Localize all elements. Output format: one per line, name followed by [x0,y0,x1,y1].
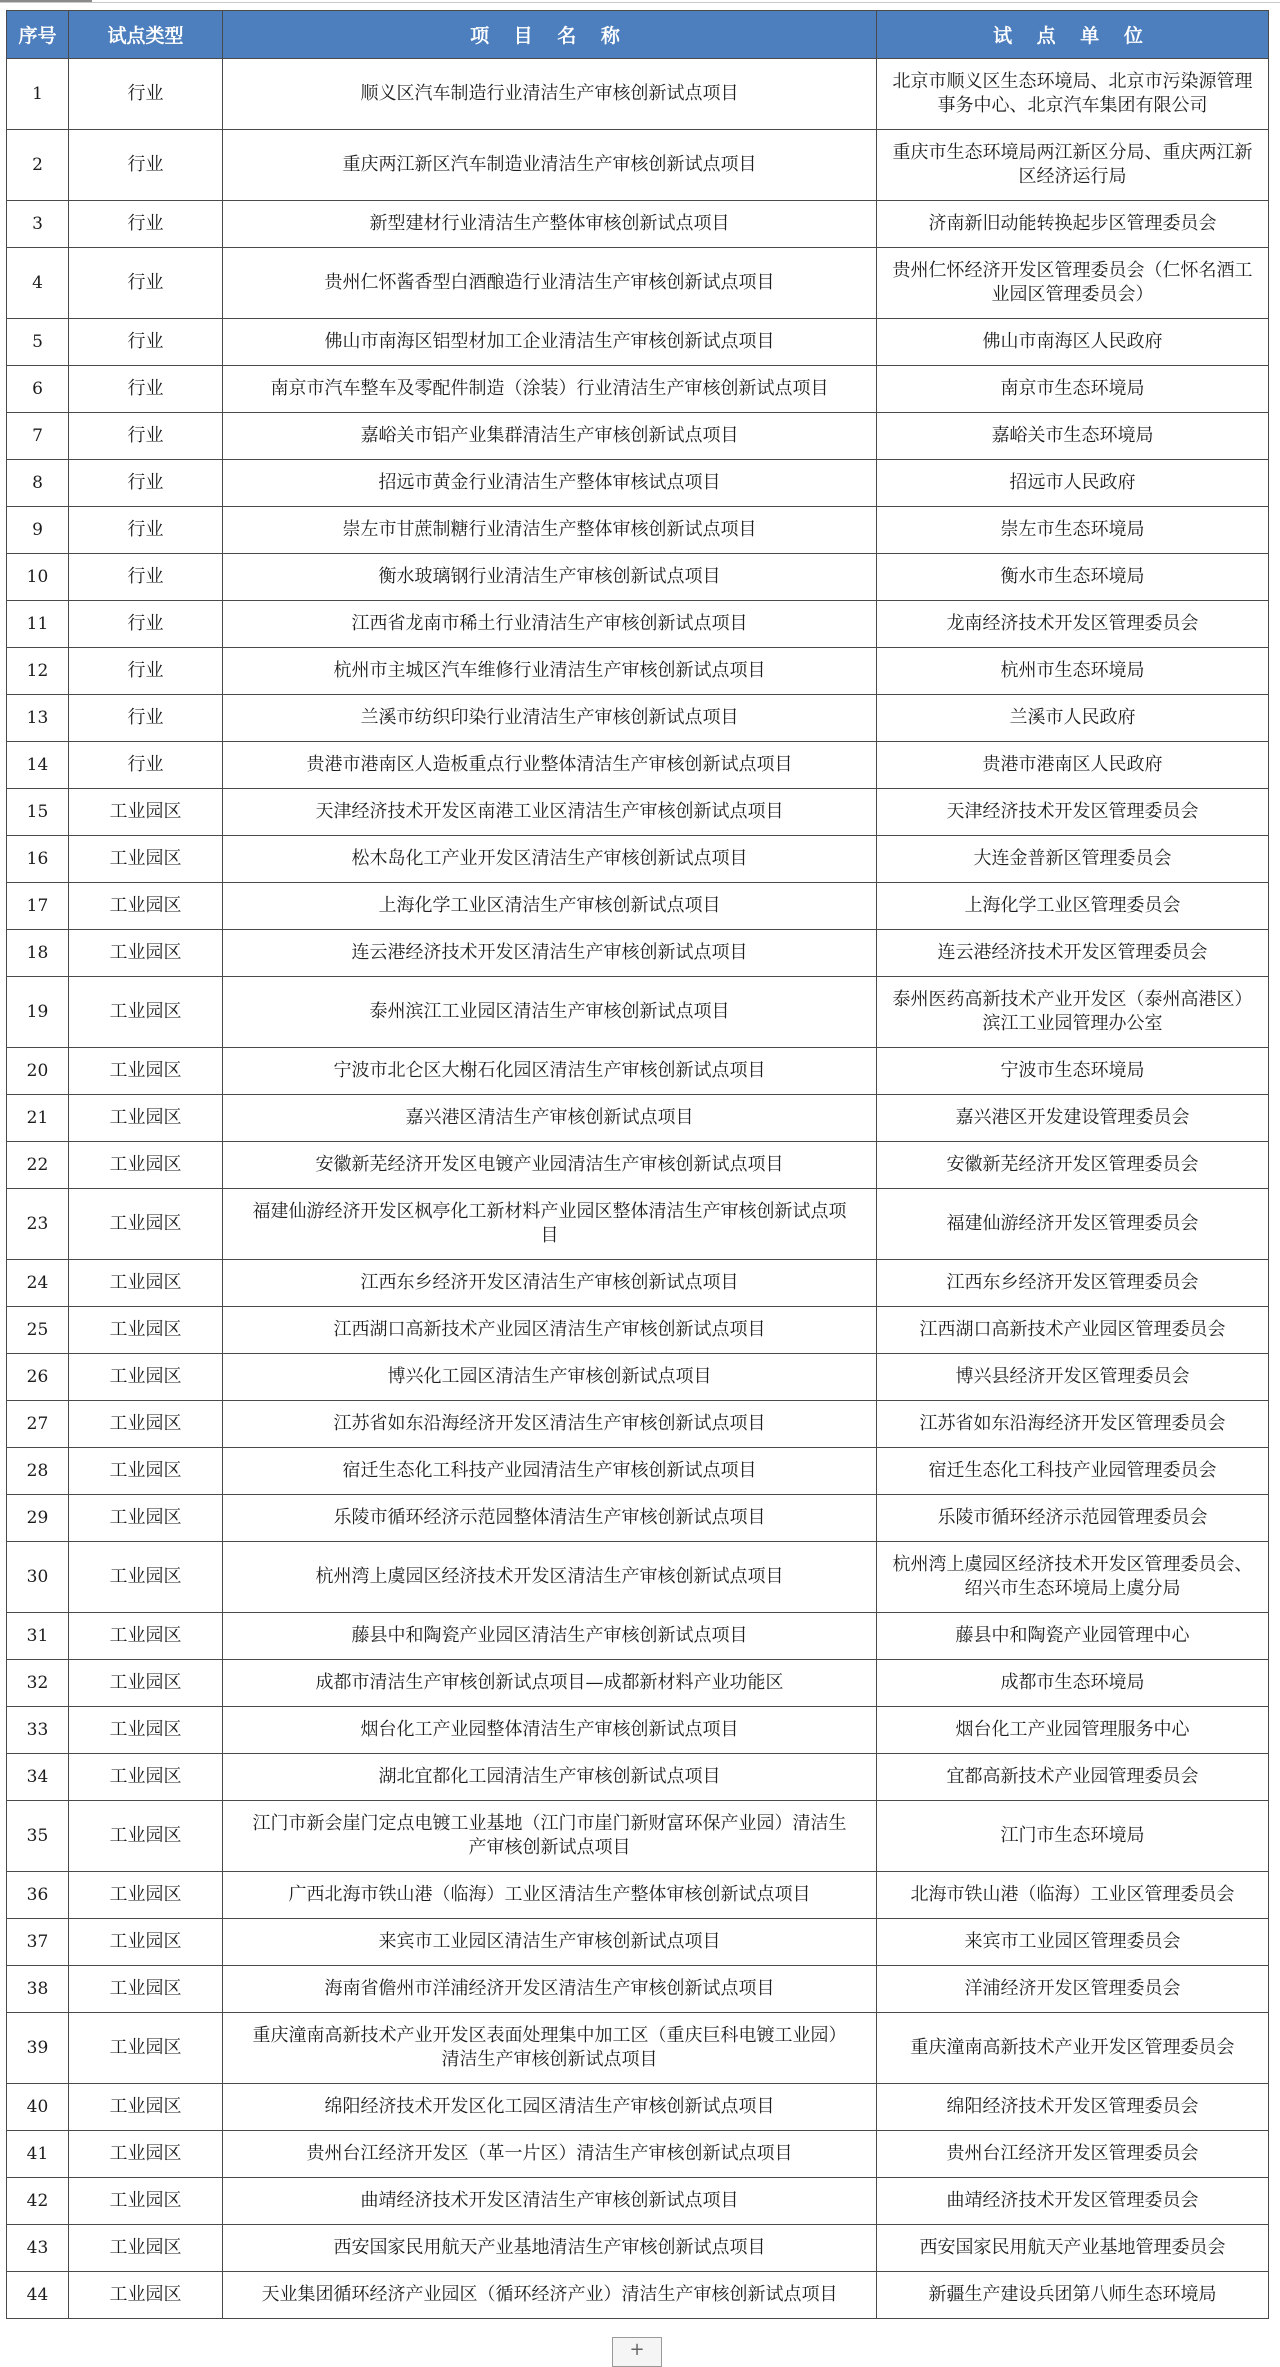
pilot-unit-cell: 宜都高新技术产业园管理委员会 [877,1754,1269,1801]
row-number-cell: 3 [7,201,69,248]
pilot-unit-cell: 北京市顺义区生态环境局、北京市污染源管理事务中心、北京汽车集团有限公司 [877,59,1269,130]
row-number-cell: 34 [7,1754,69,1801]
project-name-cell: 江苏省如东沿海经济开发区清洁生产审核创新试点项目 [223,1401,877,1448]
pilot-unit-cell: 曲靖经济技术开发区管理委员会 [877,2178,1269,2225]
pilot-unit-cell: 绵阳经济技术开发区管理委员会 [877,2084,1269,2131]
project-name-cell: 崇左市甘蔗制糖行业清洁生产整体审核创新试点项目 [223,507,877,554]
row-number-cell: 37 [7,1919,69,1966]
table-header-row [7,11,1269,59]
pilot-unit-cell: 福建仙游经济开发区管理委员会 [877,1189,1269,1260]
pilot-type-cell: 工业园区 [69,1754,223,1801]
row-number-cell: 14 [7,742,69,789]
pilot-unit-cell: 杭州市生态环境局 [877,648,1269,695]
row-number-cell: 8 [7,460,69,507]
pilot-type-cell: 工业园区 [69,789,223,836]
pilot-unit-cell: 连云港经济技术开发区管理委员会 [877,930,1269,977]
table-row [7,2225,1269,2272]
table-row [7,413,1269,460]
project-name-cell: 杭州湾上虞园区经济技术开发区清洁生产审核创新试点项目 [223,1542,877,1613]
pilot-type-cell: 工业园区 [69,1260,223,1307]
pilot-type-cell: 工业园区 [69,1613,223,1660]
row-number-cell: 23 [7,1189,69,1260]
table-row [7,460,1269,507]
pilot-type-cell: 工业园区 [69,2272,223,2319]
row-number-cell: 30 [7,1542,69,1613]
pilot-unit-cell: 重庆市生态环境局两江新区分局、重庆两江新区经济运行局 [877,130,1269,201]
project-name-cell: 嘉峪关市铝产业集群清洁生产审核创新试点项目 [223,413,877,460]
row-number-cell: 7 [7,413,69,460]
table-row [7,977,1269,1048]
table-row [7,366,1269,413]
pilot-unit-cell: 洋浦经济开发区管理委员会 [877,1966,1269,2013]
project-name-cell: 江西东乡经济开发区清洁生产审核创新试点项目 [223,1260,877,1307]
pilot-projects-table-container [6,10,1268,2319]
row-number-cell: 5 [7,319,69,366]
pilot-type-cell: 工业园区 [69,1189,223,1260]
row-number-cell: 39 [7,2013,69,2084]
row-number-cell: 17 [7,883,69,930]
table-row [7,2084,1269,2131]
project-name-cell: 嘉兴港区清洁生产审核创新试点项目 [223,1095,877,1142]
row-number-cell: 13 [7,695,69,742]
project-name-cell: 福建仙游经济开发区枫亭化工新材料产业园区整体清洁生产审核创新试点项目 [223,1189,877,1260]
table-row [7,319,1269,366]
table-row [7,930,1269,977]
row-number-cell: 40 [7,2084,69,2131]
pilot-projects-table [6,10,1269,2319]
pilot-unit-cell: 天津经济技术开发区管理委员会 [877,789,1269,836]
table-row [7,1095,1269,1142]
table-row [7,2131,1269,2178]
table-row [7,1048,1269,1095]
table-row [7,201,1269,248]
table-row [7,1872,1269,1919]
pilot-type-cell: 工业园区 [69,1448,223,1495]
project-name-cell: 成都市清洁生产审核创新试点项目—成都新材料产业功能区 [223,1660,877,1707]
column-header-number: 序号 [7,11,69,59]
table-row [7,507,1269,554]
column-header-project-name: 项 目 名 称 [223,11,877,59]
pilot-unit-cell: 新疆生产建设兵团第八师生态环境局 [877,2272,1269,2319]
pilot-unit-cell: 乐陵市循环经济示范园管理委员会 [877,1495,1269,1542]
table-row [7,2013,1269,2084]
project-name-cell: 湖北宜都化工园清洁生产审核创新试点项目 [223,1754,877,1801]
pilot-unit-cell: 宿迁生态化工科技产业园管理委员会 [877,1448,1269,1495]
pilot-type-cell: 工业园区 [69,883,223,930]
project-name-cell: 宿迁生态化工科技产业园清洁生产审核创新试点项目 [223,1448,877,1495]
pilot-unit-cell: 贵州仁怀经济开发区管理委员会（仁怀名酒工业园区管理委员会） [877,248,1269,319]
pilot-type-cell: 行业 [69,460,223,507]
project-name-cell: 江西省龙南市稀土行业清洁生产审核创新试点项目 [223,601,877,648]
table-row [7,1707,1269,1754]
row-number-cell: 1 [7,59,69,130]
row-number-cell: 29 [7,1495,69,1542]
pilot-unit-cell: 上海化学工业区管理委员会 [877,883,1269,930]
project-name-cell: 江西湖口高新技术产业园区清洁生产审核创新试点项目 [223,1307,877,1354]
pilot-unit-cell: 龙南经济技术开发区管理委员会 [877,601,1269,648]
pilot-type-cell: 工业园区 [69,2084,223,2131]
project-name-cell: 乐陵市循环经济示范园整体清洁生产审核创新试点项目 [223,1495,877,1542]
pilot-unit-cell: 江西湖口高新技术产业园区管理委员会 [877,1307,1269,1354]
pilot-type-cell: 行业 [69,507,223,554]
pilot-type-cell: 行业 [69,319,223,366]
table-row [7,1448,1269,1495]
table-row [7,1966,1269,2013]
table-row [7,1542,1269,1613]
row-number-cell: 43 [7,2225,69,2272]
row-number-cell: 12 [7,648,69,695]
pilot-type-cell: 工业园区 [69,1660,223,1707]
table-row [7,601,1269,648]
project-name-cell: 顺义区汽车制造行业清洁生产审核创新试点项目 [223,59,877,130]
table-row [7,1260,1269,1307]
pilot-type-cell: 工业园区 [69,1142,223,1189]
pilot-type-cell: 工业园区 [69,1095,223,1142]
row-number-cell: 21 [7,1095,69,1142]
pilot-type-cell: 工业园区 [69,1872,223,1919]
pilot-type-cell: 行业 [69,130,223,201]
table-row [7,1660,1269,1707]
project-name-cell: 连云港经济技术开发区清洁生产审核创新试点项目 [223,930,877,977]
row-number-cell: 18 [7,930,69,977]
pilot-unit-cell: 济南新旧动能转换起步区管理委员会 [877,201,1269,248]
table-row [7,742,1269,789]
pilot-type-cell: 工业园区 [69,1966,223,2013]
table-row [7,883,1269,930]
pilot-type-cell: 工业园区 [69,2225,223,2272]
project-name-cell: 广西北海市铁山港（临海）工业区清洁生产整体审核创新试点项目 [223,1872,877,1919]
pilot-unit-cell: 烟台化工产业园管理服务中心 [877,1707,1269,1754]
project-name-cell: 宁波市北仑区大榭石化园区清洁生产审核创新试点项目 [223,1048,877,1095]
table-body [7,59,1269,2319]
project-name-cell: 杭州市主城区汽车维修行业清洁生产审核创新试点项目 [223,648,877,695]
pilot-type-cell: 行业 [69,59,223,130]
project-name-cell: 泰州滨江工业园区清洁生产审核创新试点项目 [223,977,877,1048]
pilot-unit-cell: 安徽新芜经济开发区管理委员会 [877,1142,1269,1189]
pilot-unit-cell: 崇左市生态环境局 [877,507,1269,554]
table-row [7,1401,1269,1448]
pilot-type-cell: 工业园区 [69,2131,223,2178]
project-name-cell: 海南省儋州市洋浦经济开发区清洁生产审核创新试点项目 [223,1966,877,2013]
pilot-type-cell: 工业园区 [69,2178,223,2225]
table-row [7,59,1269,130]
row-number-cell: 38 [7,1966,69,2013]
row-number-cell: 36 [7,1872,69,1919]
row-number-cell: 16 [7,836,69,883]
pilot-type-cell: 工业园区 [69,1401,223,1448]
project-name-cell: 南京市汽车整车及零配件制造（涂装）行业清洁生产审核创新试点项目 [223,366,877,413]
row-number-cell: 2 [7,130,69,201]
project-name-cell: 上海化学工业区清洁生产审核创新试点项目 [223,883,877,930]
row-number-cell: 10 [7,554,69,601]
pilot-unit-cell: 北海市铁山港（临海）工业区管理委员会 [877,1872,1269,1919]
column-header-pilot-type: 试点类型 [69,11,223,59]
row-number-cell: 22 [7,1142,69,1189]
pilot-unit-cell: 杭州湾上虞园区经济技术开发区管理委员会、绍兴市生态环境局上虞分局 [877,1542,1269,1613]
pilot-unit-cell: 西安国家民用航天产业基地管理委员会 [877,2225,1269,2272]
table-row [7,1495,1269,1542]
table-row [7,648,1269,695]
pilot-type-cell: 行业 [69,248,223,319]
row-number-cell: 24 [7,1260,69,1307]
table-row [7,2178,1269,2225]
pilot-type-cell: 行业 [69,366,223,413]
pilot-unit-cell: 招远市人民政府 [877,460,1269,507]
row-number-cell: 9 [7,507,69,554]
row-number-cell: 42 [7,2178,69,2225]
project-name-cell: 贵州台江经济开发区（革一片区）清洁生产审核创新试点项目 [223,2131,877,2178]
table-row [7,130,1269,201]
pilot-unit-cell: 藤县中和陶瓷产业园管理中心 [877,1613,1269,1660]
project-name-cell: 贵港市港南区人造板重点行业整体清洁生产审核创新试点项目 [223,742,877,789]
table-row [7,2272,1269,2319]
pilot-type-cell: 工业园区 [69,1495,223,1542]
table-row [7,789,1269,836]
pilot-unit-cell: 南京市生态环境局 [877,366,1269,413]
pilot-unit-cell: 重庆潼南高新技术产业开发区管理委员会 [877,2013,1269,2084]
table-row [7,695,1269,742]
top-divider-line [0,2,1280,3]
project-name-cell: 招远市黄金行业清洁生产整体审核试点项目 [223,460,877,507]
table-header [7,11,1269,59]
row-number-cell: 35 [7,1801,69,1872]
project-name-cell: 兰溪市纺织印染行业清洁生产审核创新试点项目 [223,695,877,742]
project-name-cell: 安徽新芜经济开发区电镀产业园清洁生产审核创新试点项目 [223,1142,877,1189]
project-name-cell: 新型建材行业清洁生产整体审核创新试点项目 [223,201,877,248]
project-name-cell: 烟台化工产业园整体清洁生产审核创新试点项目 [223,1707,877,1754]
pilot-type-cell: 工业园区 [69,1048,223,1095]
project-name-cell: 天津经济技术开发区南港工业区清洁生产审核创新试点项目 [223,789,877,836]
pilot-type-cell: 工业园区 [69,1707,223,1754]
table-row [7,1307,1269,1354]
pilot-unit-cell: 成都市生态环境局 [877,1660,1269,1707]
pilot-unit-cell: 江门市生态环境局 [877,1801,1269,1872]
table-row [7,1754,1269,1801]
pilot-type-cell: 行业 [69,695,223,742]
row-number-cell: 32 [7,1660,69,1707]
table-row [7,1919,1269,1966]
project-name-cell: 天业集团循环经济产业园区（循环经济产业）清洁生产审核创新试点项目 [223,2272,877,2319]
pilot-unit-cell: 泰州医药高新技术产业开发区（泰州高港区）滨江工业园管理办公室 [877,977,1269,1048]
pilot-unit-cell: 兰溪市人民政府 [877,695,1269,742]
table-row [7,554,1269,601]
project-name-cell: 江门市新会崖门定点电镀工业基地（江门市崖门新财富环保产业园）清洁生产审核创新试点项目 [223,1801,877,1872]
pilot-type-cell: 工业园区 [69,2013,223,2084]
project-name-cell: 来宾市工业园区清洁生产审核创新试点项目 [223,1919,877,1966]
pilot-type-cell: 工业园区 [69,1919,223,1966]
table-row [7,1801,1269,1872]
row-number-cell: 19 [7,977,69,1048]
row-number-cell: 31 [7,1613,69,1660]
column-header-pilot-unit: 试 点 单 位 [877,11,1269,59]
project-name-cell: 曲靖经济技术开发区清洁生产审核创新试点项目 [223,2178,877,2225]
pilot-type-cell: 工业园区 [69,1801,223,1872]
table-row [7,836,1269,883]
pilot-unit-cell: 嘉峪关市生态环境局 [877,413,1269,460]
pilot-unit-cell: 大连金普新区管理委员会 [877,836,1269,883]
project-name-cell: 博兴化工园区清洁生产审核创新试点项目 [223,1354,877,1401]
row-number-cell: 4 [7,248,69,319]
pilot-type-cell: 行业 [69,413,223,460]
row-number-cell: 28 [7,1448,69,1495]
pilot-type-cell: 工业园区 [69,977,223,1048]
pilot-type-cell: 工业园区 [69,836,223,883]
pilot-type-cell: 行业 [69,201,223,248]
pilot-type-cell: 行业 [69,554,223,601]
row-number-cell: 33 [7,1707,69,1754]
table-row [7,1613,1269,1660]
row-number-cell: 41 [7,2131,69,2178]
project-name-cell: 贵州仁怀酱香型白酒酿造行业清洁生产审核创新试点项目 [223,248,877,319]
table-row [7,1189,1269,1260]
project-name-cell: 绵阳经济技术开发区化工园区清洁生产审核创新试点项目 [223,2084,877,2131]
pilot-unit-cell: 宁波市生态环境局 [877,1048,1269,1095]
row-number-cell: 27 [7,1401,69,1448]
table-row [7,248,1269,319]
add-button-partial[interactable]: + [612,2337,662,2367]
project-name-cell: 佛山市南海区铝型材加工企业清洁生产审核创新试点项目 [223,319,877,366]
table-row [7,1354,1269,1401]
pilot-unit-cell: 衡水市生态环境局 [877,554,1269,601]
project-name-cell: 衡水玻璃钢行业清洁生产审核创新试点项目 [223,554,877,601]
pilot-type-cell: 工业园区 [69,1354,223,1401]
table-row [7,1142,1269,1189]
pilot-unit-cell: 博兴县经济开发区管理委员会 [877,1354,1269,1401]
row-number-cell: 15 [7,789,69,836]
project-name-cell: 松木岛化工产业开发区清洁生产审核创新试点项目 [223,836,877,883]
pilot-type-cell: 行业 [69,601,223,648]
pilot-type-cell: 行业 [69,742,223,789]
row-number-cell: 26 [7,1354,69,1401]
pilot-type-cell: 工业园区 [69,1542,223,1613]
row-number-cell: 11 [7,601,69,648]
pilot-unit-cell: 嘉兴港区开发建设管理委员会 [877,1095,1269,1142]
pilot-unit-cell: 江西东乡经济开发区管理委员会 [877,1260,1269,1307]
pilot-type-cell: 工业园区 [69,930,223,977]
row-number-cell: 25 [7,1307,69,1354]
pilot-unit-cell: 佛山市南海区人民政府 [877,319,1269,366]
pilot-type-cell: 工业园区 [69,1307,223,1354]
pilot-unit-cell: 贵州台江经济开发区管理委员会 [877,2131,1269,2178]
pilot-unit-cell: 贵港市港南区人民政府 [877,742,1269,789]
row-number-cell: 44 [7,2272,69,2319]
pilot-type-cell: 行业 [69,648,223,695]
project-name-cell: 西安国家民用航天产业基地清洁生产审核创新试点项目 [223,2225,877,2272]
project-name-cell: 藤县中和陶瓷产业园区清洁生产审核创新试点项目 [223,1613,877,1660]
project-name-cell: 重庆潼南高新技术产业开发区表面处理集中加工区（重庆巨科电镀工业园）清洁生产审核创新试点项目 [223,2013,877,2084]
pilot-unit-cell: 来宾市工业园区管理委员会 [877,1919,1269,1966]
row-number-cell: 20 [7,1048,69,1095]
row-number-cell: 6 [7,366,69,413]
project-name-cell: 重庆两江新区汽车制造业清洁生产审核创新试点项目 [223,130,877,201]
pilot-unit-cell: 江苏省如东沿海经济开发区管理委员会 [877,1401,1269,1448]
